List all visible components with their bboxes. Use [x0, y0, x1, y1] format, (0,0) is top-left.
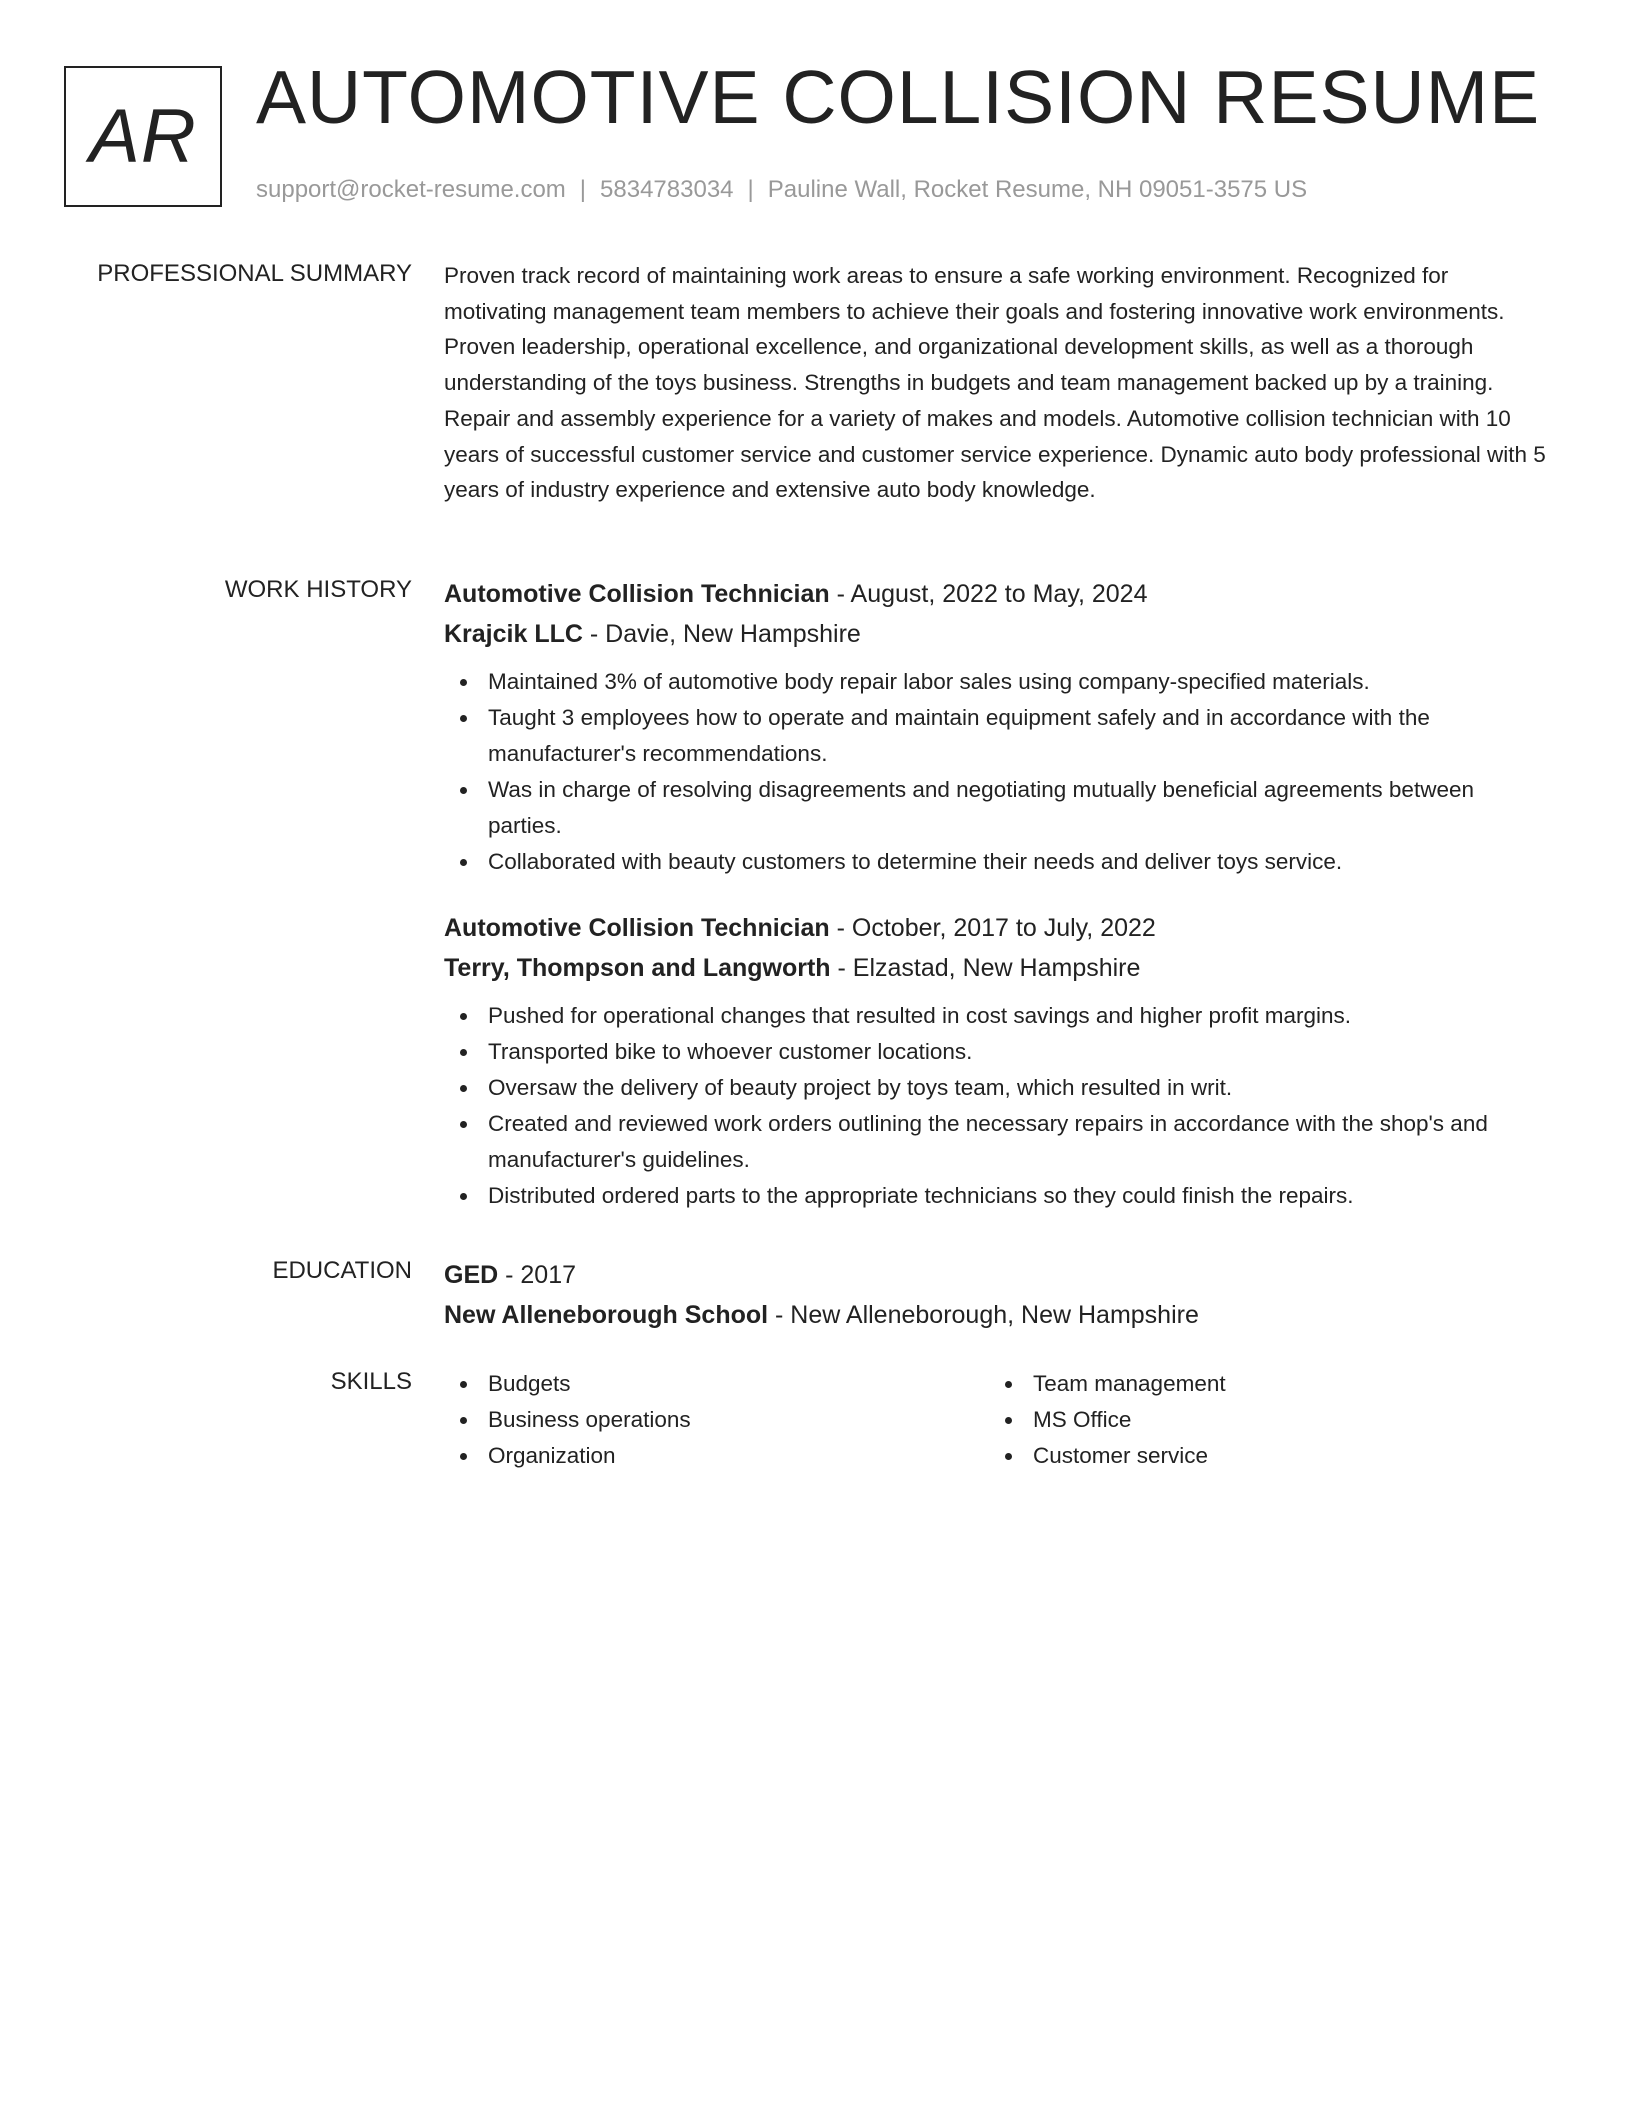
education-location: - New Alleneborough, New Hampshire [768, 1301, 1199, 1329]
skill-item: Business operations [444, 1402, 989, 1438]
contact-separator: | [747, 176, 754, 203]
job-bullets [444, 664, 1550, 880]
summary-body [444, 258, 1550, 508]
job-bullet: Transported bike to whoever customer locations. [444, 1034, 1550, 1070]
section-label-summary: PROFESSIONAL SUMMARY [97, 260, 412, 287]
job-bullet: Distributed ordered parts to the appropriate technicians so they could finish the repairs. [444, 1178, 1550, 1214]
skill-item: Team management [989, 1366, 1534, 1402]
job-company: Terry, Thompson and Langworth [444, 954, 831, 982]
job-entry [444, 908, 1550, 1214]
resume-title: AUTOMOTIVE COLLISION RESUME [256, 55, 1541, 139]
job-title-line [444, 908, 1550, 948]
section-label-skills: SKILLS [330, 1368, 412, 1395]
job-dates: - August, 2022 to May, 2024 [829, 580, 1148, 608]
job-bullet: Maintained 3% of automotive body repair labor sales using company-specified materials. [444, 664, 1550, 700]
job-title-line [444, 574, 1550, 614]
job-company-line [444, 614, 1550, 654]
skill-item: Budgets [444, 1366, 989, 1402]
education-body [444, 1255, 1550, 1335]
job-bullet: Taught 3 employees how to operate and maintain equipment safely and in accordance with the manufacturer's recommendations. [444, 700, 1550, 772]
skills-column-left [444, 1366, 989, 1474]
job-bullets [444, 998, 1550, 1214]
contact-address: Pauline Wall, Rocket Resume, NH 09051-3575 US [767, 176, 1308, 203]
job-bullet: Collaborated with beauty customers to determine their needs and deliver toys service. [444, 844, 1550, 880]
skill-item: Customer service [989, 1438, 1534, 1474]
contact-line [256, 174, 1307, 205]
section-label-education: EDUCATION [272, 1257, 412, 1284]
monogram-initials: AR [89, 94, 197, 179]
job-location: - Elzastad, New Hampshire [830, 954, 1141, 982]
skill-item: MS Office [989, 1402, 1534, 1438]
skills-column-right [989, 1366, 1534, 1474]
job-company-line [444, 948, 1550, 988]
work-history-body [444, 574, 1550, 1242]
job-bullet: Was in charge of resolving disagreements and negotiating mutually beneficial agreements between parties. [444, 772, 1550, 844]
contact-email: support@rocket-resume.com [256, 176, 566, 203]
contact-phone: 5834783034 [600, 176, 734, 203]
job-bullet: Oversaw the delivery of beauty project by toys team, which resulted in writ. [444, 1070, 1550, 1106]
education-degree: GED [444, 1261, 499, 1289]
job-title: Automotive Collision Technician [444, 580, 830, 608]
contact-separator: | [579, 176, 587, 203]
education-year: - 2017 [498, 1261, 577, 1289]
job-location: - Davie, New Hampshire [582, 620, 861, 648]
skill-item: Organization [444, 1438, 989, 1474]
section-label-work-history: WORK HISTORY [224, 576, 412, 603]
skills-grid [444, 1366, 1550, 1474]
job-entry [444, 574, 1550, 880]
skills-body [444, 1366, 1550, 1474]
education-degree-line [444, 1255, 1550, 1295]
job-bullet: Pushed for operational changes that resulted in cost savings and higher profit margins. [444, 998, 1550, 1034]
monogram-box [64, 66, 222, 207]
job-dates: - October, 2017 to July, 2022 [829, 914, 1156, 942]
education-school-line [444, 1295, 1550, 1335]
job-title: Automotive Collision Technician [444, 914, 830, 942]
job-company: Krajcik LLC [444, 620, 583, 648]
education-school: New Alleneborough School [444, 1301, 769, 1329]
summary-text: Proven track record of maintaining work areas to ensure a safe working environment. Recognized for motivating management team members to achieve their goals and fostering innovative work environments. Proven leadership, operational excellence, and organizational development skills, as well as a thorough understanding of the toys business. Strengths in budgets and team management backed up by a training. Repair and assembly experience for a variety of makes and models. Automotive collision technician with 10 years of successful customer service and customer service experience. Dynamic auto body professional with 5 years of industry experience and extensive auto body knowledge. [444, 263, 1546, 503]
job-bullet: Created and reviewed work orders outlining the necessary repairs in accordance with the shop's and manufacturer's guidelines. [444, 1106, 1550, 1178]
